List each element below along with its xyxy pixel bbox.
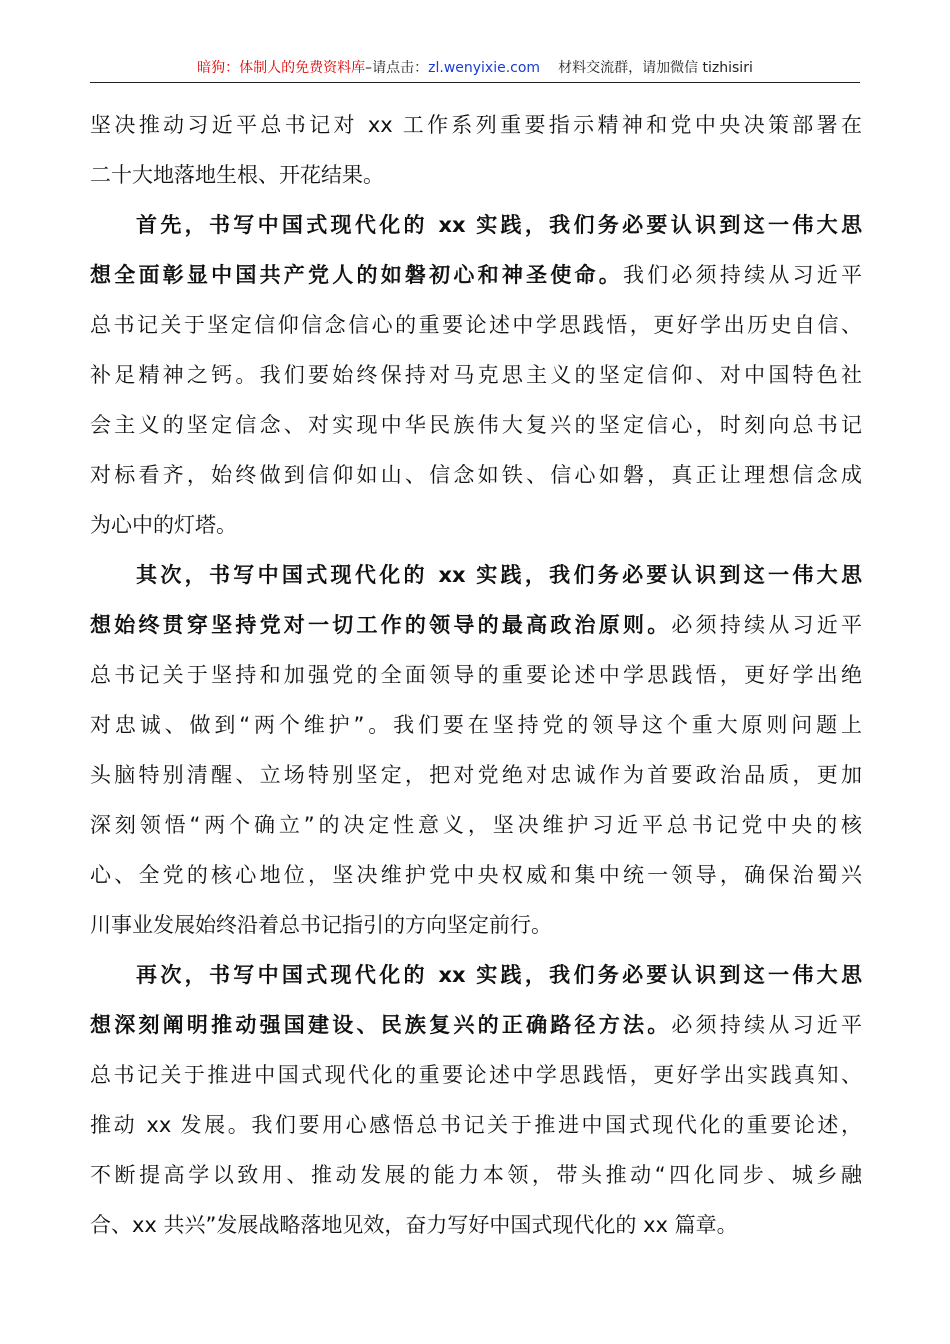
header-wechat-note: 材料交流群，请加微信 tizhisiri: [558, 60, 753, 76]
paragraph-heading-first: 首先，书写中国式现代化的 xx 实践，我们务必要认识到这一伟大思: [136, 213, 862, 237]
bold-lead: 想始终贯穿坚持党对一切工作的领导的最高政治原则。: [90, 613, 672, 637]
text-line: [90, 1000, 862, 1050]
header-url-link[interactable]: zl.wenyixie.com: [428, 60, 541, 76]
paragraph-heading-second: 其次，书写中国式现代化的 xx 实践，我们务必要认识到这一伟大思: [136, 563, 862, 587]
text-line: 对忠诚、做到“两个维护”。我们要在坚持党的领导这个重大原则问题上: [90, 713, 862, 737]
text-line: 推动 xx 发展。我们要用心感悟总书记关于推进中国式现代化的重要论述，: [90, 1113, 862, 1137]
text-line: 头脑特别清醒、立场特别坚定，把对党绝对忠诚作为首要政治品质，更加: [90, 763, 862, 787]
text-line: 总书记关于坚定信仰信念信心的重要论述中学思践悟，更好学出历史自信、: [90, 313, 862, 337]
text-line: 深刻领悟“两个确立”的决定性意义，坚决维护习近平总书记党中央的核: [90, 813, 862, 837]
text-line: 坚决推动习近平总书记对 xx 工作系列重要指示精神和党中央决策部署在: [90, 113, 862, 137]
text-line: 对标看齐，始终做到信仰如山、信念如铁、信心如磐，真正让理想信念成: [90, 463, 862, 487]
page-header: [90, 58, 860, 83]
header-click-prompt: –请点击：: [365, 60, 429, 76]
text-line: 总书记关于坚持和加强党的全面领导的重要论述中学思践悟，更好学出绝: [90, 663, 862, 687]
text-line: [90, 600, 862, 650]
text-line: [90, 250, 862, 300]
text-line: 心、全党的核心地位，坚决维护党中央权威和集中统一领导，确保治蜀兴: [90, 863, 862, 887]
text-line: 会主义的坚定信念、对实现中华民族伟大复兴的坚定信心，时刻向总书记: [90, 413, 862, 437]
text-line: 总书记关于推进中国式现代化的重要论述中学思践悟，更好学出实践真知、: [90, 1063, 862, 1087]
text-line: 川事业发展始终沿着总书记指引的方向坚定前行。: [90, 913, 552, 937]
text-line: 不断提高学以致用、推动发展的能力本领，带头推动“四化同步、城乡融: [90, 1163, 862, 1187]
text-run: 必须持续从习近平: [671, 613, 862, 637]
text-run: 我们必须持续从习近平: [622, 263, 862, 287]
text-run: 必须持续从习近平: [671, 1013, 862, 1037]
document-body: [90, 100, 862, 1250]
text-line: 二十大地落地生根、开花结果。: [90, 163, 384, 187]
text-line: 为心中的灯塔。: [90, 513, 237, 537]
bold-lead: 想全面彰显中国共产党人的如磐初心和神圣使命。: [90, 263, 623, 287]
header-site-name: 暗狗：体制人的免费资料库: [197, 60, 366, 76]
text-line: 合、xx 共兴”发展战略落地见效，奋力写好中国式现代化的 xx 篇章。: [90, 1213, 738, 1237]
text-line: 补足精神之钙。我们要始终保持对马克思主义的坚定信仰、对中国特色社: [90, 363, 862, 387]
paragraph-heading-third: 再次，书写中国式现代化的 xx 实践，我们务必要认识到这一伟大思: [136, 963, 862, 987]
bold-lead: 想深刻阐明推动强国建设、民族复兴的正确路径方法。: [90, 1013, 672, 1037]
